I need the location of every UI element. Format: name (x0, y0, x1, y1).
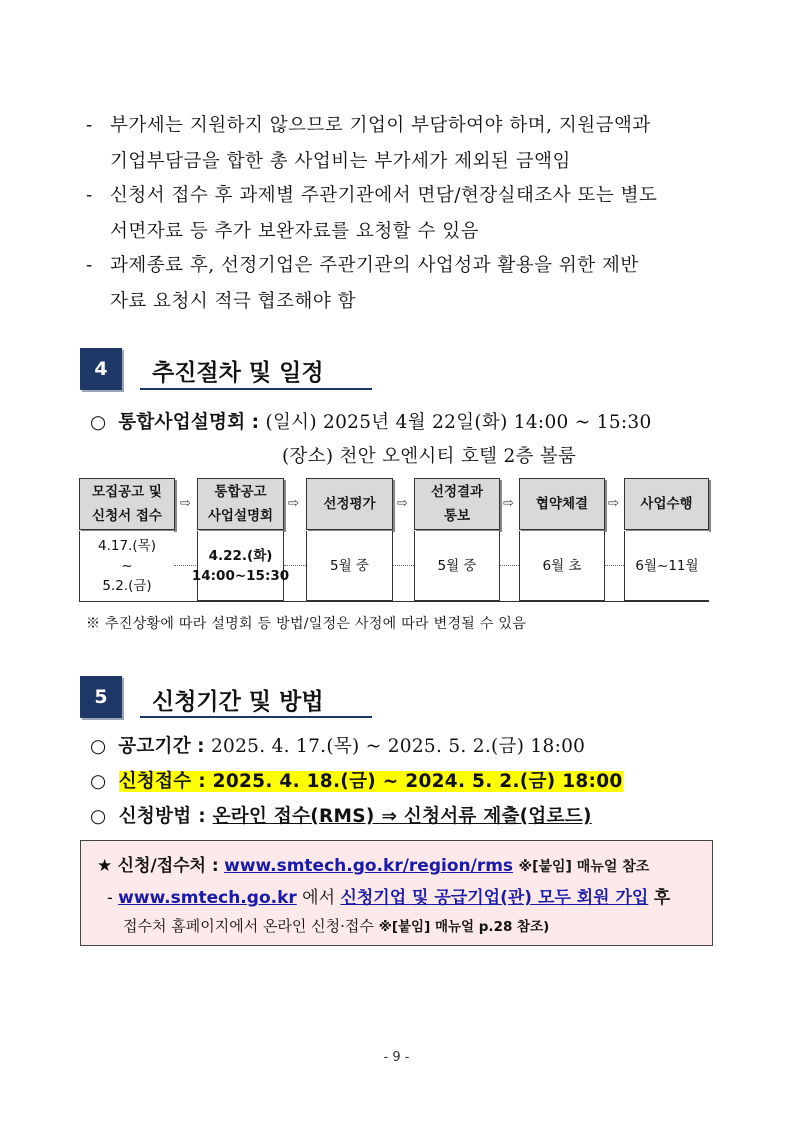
bullet-review (86, 178, 726, 250)
section-5-underline (140, 716, 372, 718)
flow-head-text: 협약체결 (535, 496, 589, 512)
notice-period-value: 2025. 4. 17.(목) ~ 2025. 5. 2.(금) 18:00 (210, 736, 586, 757)
application-period-highlight (119, 771, 623, 792)
flow-step-period (519, 531, 605, 601)
flow-step-period (624, 531, 709, 601)
bullet-cooperation (86, 248, 726, 320)
box-dash: - (107, 888, 113, 908)
bullet-dash: - (86, 255, 93, 276)
box-label: 신청/접수처 : (117, 856, 219, 876)
star-icon: ★ (97, 856, 113, 876)
flow-connector (500, 565, 519, 566)
flow-step-head (624, 478, 709, 530)
flow-head-text: 모집공고 및 (92, 484, 162, 500)
briefing-line (90, 408, 652, 434)
circle-bullet: ○ (90, 806, 107, 827)
section-4-underline (140, 388, 372, 390)
bullet-vat (86, 108, 726, 180)
application-method-value: 온라인 접수(RMS) ⇒ 신청서류 제출(업로드) (212, 806, 592, 827)
box-after: 후 (653, 888, 671, 908)
application-period-line (90, 767, 623, 793)
briefing-time: (일시) 2025년 4월 22일(화) 14:00 ~ 15:30 (265, 412, 652, 433)
bullet-line: 부가세는 지원하지 않으므로 기업이 부담하여야 하며, 지원금액과 (110, 115, 651, 136)
application-period-value: 2025. 4. 18.(금) ~ 2024. 5. 2.(금) 18:00 (212, 771, 623, 792)
briefing-label: 통합사업설명회 (118, 412, 246, 433)
flow-step-period (414, 531, 500, 601)
flow-arrow-icon: ⇨ (288, 496, 299, 511)
briefing-place: (장소) 천안 오엔시티 호텔 2층 볼룸 (282, 446, 577, 467)
application-method-line (90, 802, 592, 828)
flow-step-head (197, 478, 284, 530)
flow-head-text: 통보 (443, 508, 471, 524)
flow-body-text: ~ (121, 558, 133, 574)
box-mid: 에서 (302, 888, 336, 908)
application-method-colon: : (198, 806, 206, 827)
flow-body-text: 4.17.(목) (98, 538, 156, 554)
briefing-colon: : (251, 412, 260, 433)
application-info-box (80, 840, 713, 946)
bullet-line: 자료 요청시 적극 협조해야 함 (110, 291, 356, 312)
circle-bullet: ○ (90, 736, 107, 757)
smtech-link[interactable]: www.smtech.go.kr (118, 888, 297, 908)
notice-period-line (90, 732, 585, 758)
notice-period-label: 공고기간 (118, 736, 191, 757)
box-line-3 (123, 915, 549, 936)
flow-body-text: 6월~11월 (635, 557, 699, 574)
flow-head-text: 통합공고 (214, 484, 267, 500)
section-5-title: 신청기간 및 방법 (152, 689, 324, 715)
section-4-number: 4 (80, 348, 122, 390)
flow-connector (284, 565, 306, 566)
rms-link[interactable]: www.smtech.go.kr/region/rms (224, 856, 514, 876)
section-4-title: 추진절차 및 일정 (152, 360, 324, 386)
flow-connector (393, 565, 414, 566)
bullet-line: 서면자료 등 추가 보완자료를 요청할 수 있음 (110, 221, 479, 242)
flow-arrow-icon: ⇨ (397, 496, 408, 511)
notice-period-colon: : (197, 736, 205, 757)
application-period-label: 신청접수 (118, 771, 192, 792)
flow-step-head (306, 478, 393, 530)
flow-head-text: 선정평가 (323, 496, 376, 512)
circle-bullet: ○ (90, 412, 107, 433)
flow-arrow-icon: ⇨ (608, 496, 619, 511)
flow-body-text: 4.22.(화) (208, 547, 273, 564)
box-line-1 (97, 851, 649, 876)
bullet-line: 신청서 접수 후 과제별 주관기관에서 면담/현장실태조사 또는 별도 (110, 185, 658, 206)
flow-connector (605, 565, 624, 566)
flow-step-head (79, 478, 175, 530)
application-period-colon: : (198, 771, 206, 792)
section-5-number: 5 (80, 676, 122, 718)
flow-step-head (519, 478, 605, 530)
flow-head-text: 사업수행 (640, 496, 693, 512)
bullet-dash: - (86, 185, 93, 206)
bullet-line: 과제종료 후, 선정기업은 주관기관의 사업성과 활용을 위한 제반 (110, 255, 639, 276)
flow-body-text: 5월 중 (437, 557, 477, 574)
bullet-dash: - (86, 115, 93, 136)
flow-arrow-icon: ⇨ (180, 496, 191, 511)
manual-ref-2: ※[붙임] 매뉴얼 p.28 참조) (378, 919, 550, 935)
flow-arrow-icon: ⇨ (503, 496, 514, 511)
flow-body-text: 6월 초 (542, 557, 582, 574)
flow-step-period (306, 531, 393, 601)
box-line-2 (107, 883, 670, 908)
flow-body-text: 5월 중 (330, 557, 369, 574)
flow-head-text: 신청서 접수 (92, 508, 162, 524)
box-line3-text: 접수처 홈페이지에서 온라인 신청·접수 (123, 917, 374, 935)
flow-body-text: 14:00~15:30 (191, 567, 290, 584)
application-method-label: 신청방법 (118, 806, 192, 827)
page-number: - 9 - (383, 1050, 410, 1065)
flow-body-text: 5.2.(금) (102, 578, 152, 594)
flow-head-text: 선정결과 (430, 484, 484, 500)
flow-step-head (414, 478, 500, 530)
bullet-line: 기업부담금을 합한 총 사업비는 부가세가 제외된 금액임 (110, 151, 571, 172)
circle-bullet: ○ (90, 771, 107, 792)
manual-ref: ※[붙임] 매뉴얼 참조 (518, 859, 650, 875)
flow-head-text: 사업설명회 (207, 508, 274, 524)
schedule-note: ※ 추진상황에 따라 설명회 등 방법/일정은 사정에 따라 변경될 수 있음 (86, 616, 527, 632)
join-text: 신청기업 및 공급기업(관) 모두 회원 가입 (340, 888, 649, 908)
flow-step-period (80, 531, 174, 601)
flow-step-period (191, 531, 290, 601)
